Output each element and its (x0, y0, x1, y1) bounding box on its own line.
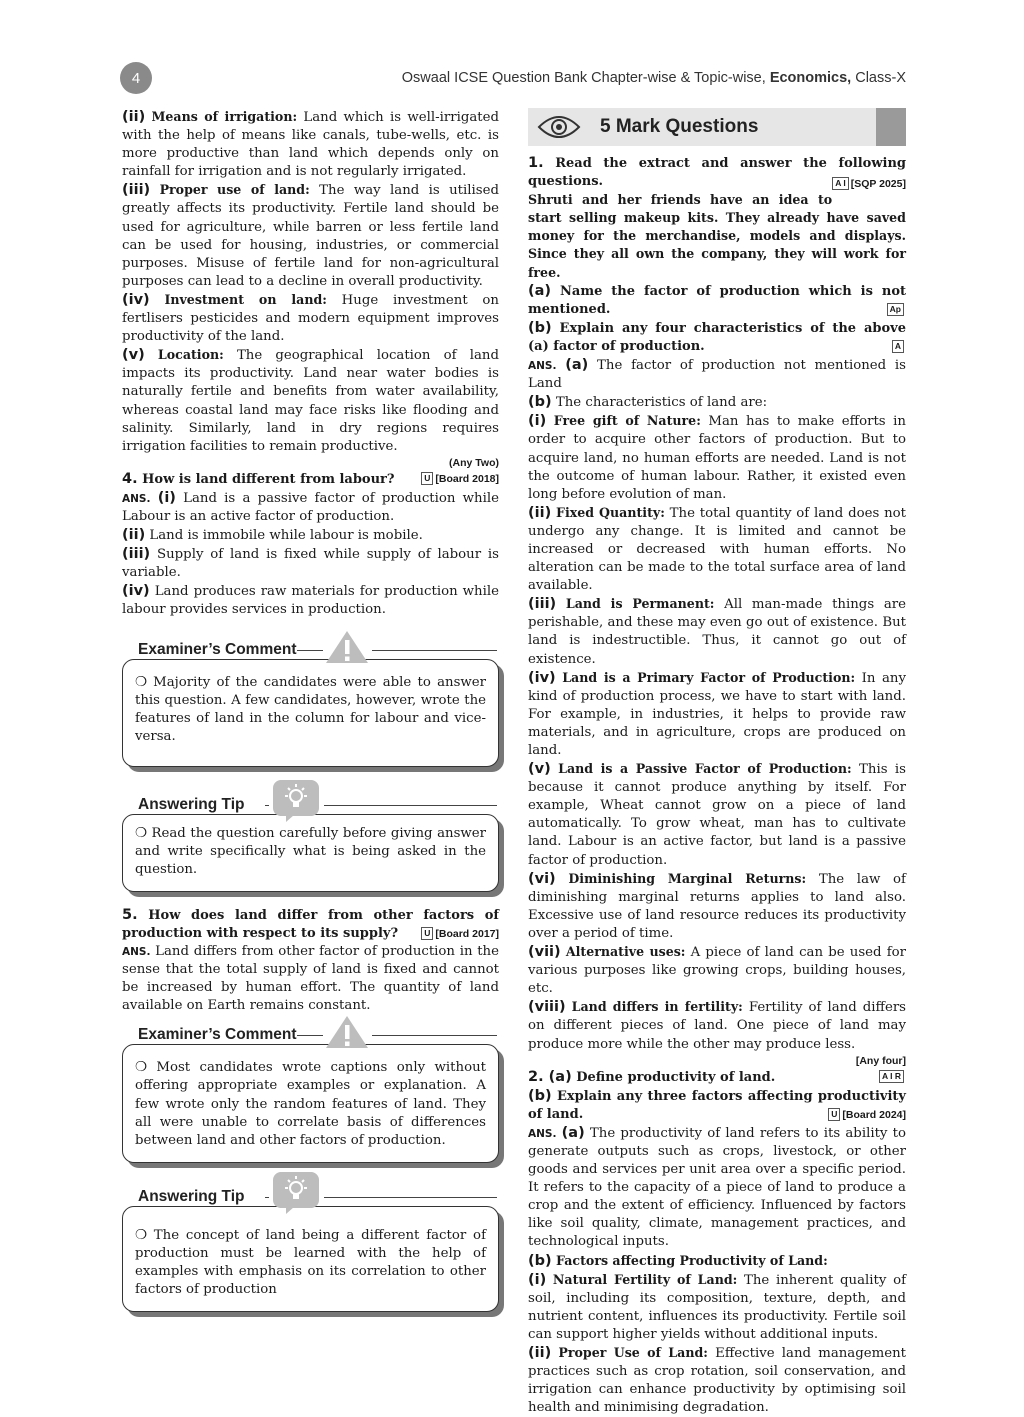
tip-body: ❍ Read the question carefully before giving answer and write specifically what is being asked in the question. (122, 814, 499, 892)
answer-2a: ANS. (a) The productivity of land refers to its ability to generate outputs such as crops, livestock, or other goods and services per unit area over a specific period. It refers to the capacity of a piece of land to produce a crop and the extent of efficiency. Influenced by factors like soil quality, climate, management practices, and technological inputs. (528, 1124, 906, 1250)
answer-4-i: ANS. (i) Land is a passive factor of production while Labour is an active factor of production. (122, 489, 499, 524)
answer-2b: (b) Factors affecting Productivity of Land: (528, 1252, 828, 1269)
any-four-note: [Any four] (855, 1054, 906, 1067)
question-2a: 2. (a) Define productivity of land. A I R (528, 1068, 906, 1087)
right-column (528, 108, 906, 1417)
answering-tip-box (122, 1185, 499, 1312)
skill-tag: A I R (879, 1068, 906, 1086)
characteristic-vi: (vi) Diminishing Marginal Returns: The law of diminishing marginal returns applies to land also. Excessive use of land resource reduces its productivity over a period of time. (528, 870, 906, 941)
paragraph-ii: (ii) Means of irrigation: Land which is well-irrigated with the help of means like canals, tube-wells, etc. is more productive than land which depends only on rainfall for irrigation and is not regularly irrigated. (122, 109, 499, 180)
paragraph-v: (v) Location: The geographical location of land impacts its productivity. Land near water bodies is naturally fertile and benefits from water availability, whereas coastal land may face risks like flooding and salinity. Similarly, land in dry regions requires irrigation facilities to remain productive. (122, 347, 499, 454)
board-tag: U [Board 2018] (421, 470, 499, 488)
factor-i: (i) Natural Fertility of Land: The inherent quality of soil, including its composition, texture, depth, and nutrient content, influences its productivity. Fertile soil can support higher yields without additional inputs. (528, 1271, 906, 1342)
paragraph-iii: (iii) Proper use of land: The way land is utilised greatly affects its productivity. Fertile land should be used for agriculture, while barren or less fertile land can be used for housing, industries, or commercial purposes. Misuse of fertile land for non-agricultural purposes can lead to a decline in overall productivity. (122, 182, 499, 289)
question-1: 1. Read the extract and answer the following questions. A I [SQP 2025] (528, 154, 906, 191)
question-1a: (a) Name the factor of production which is not mentioned. Ap (528, 282, 906, 319)
skill-tag: Ap (887, 301, 906, 319)
examiners-comment-box (122, 638, 499, 767)
box-title: Examiner’s Comment (138, 640, 297, 658)
section-title: 5 Mark Questions (600, 115, 759, 137)
answer-4-iv: (iv) Land produces raw materials for production while labour provides services in production. (122, 583, 499, 618)
box-title: Answering Tip (138, 795, 245, 813)
answer-1b: (b) The characteristics of land are: (528, 394, 768, 411)
answer-4-iii: (iii) Supply of land is fixed while supply of labour is variable. (122, 546, 499, 581)
comment-body: ❍ Most candidates wrote captions only without offering appropriate examples or explanation. A few wrote only the random features of land. They all were unable to correlate basis of differences between land and other factors of production. (122, 1044, 499, 1162)
characteristic-i: (i) Free gift of Nature: Man has to make efforts in order to acquire other factors of production. But to acquire land, no human efforts are needed. Land is not the outcome of human labour. Rather, it existed even long before evolution of man. (528, 413, 906, 502)
characteristic-v: (v) Land is a Passive Factor of Production: This is because it cannot produce anything by itself. For example, Wheat cannot grow on a piece of land automatically. To grow wheat, man has to cultivate land. Labour is an active factor, but land is a passive factor of production. (528, 761, 906, 868)
box-title: Examiner’s Comment (138, 1026, 297, 1044)
board-tag: U [Board 2024] (828, 1106, 906, 1124)
characteristic-vii: (vii) Alternative uses: A piece of land can be used for various purposes like growing crops, building houses, etc. (528, 944, 906, 997)
section-accent (876, 108, 906, 146)
sqp-tag: A I [SQP 2025] (832, 175, 906, 193)
box-title: Answering Tip (138, 1187, 245, 1205)
answering-tip-box (122, 793, 499, 892)
paragraph-iv: (iv) Investment on land: Huge investment on fertlisers pesticides and modern equipment improves productivity of the land. (122, 291, 500, 345)
board-tag: U [Board 2017] (421, 925, 499, 943)
eye-icon (528, 108, 590, 146)
skill-tag: A (892, 338, 906, 356)
factor-ii: (ii) Proper Use of Land: Effective land management practices such as crop rotation, soil conservation, and irrigation can enhance productivity by optimising soil health and minimising degradation. (528, 1345, 906, 1416)
characteristic-iii: (iii) Land is Permanent: All man-made things are perishable, and these may even go out of existence. But land is indestructible. Thus, it cannot go out of existence. (528, 596, 906, 667)
section-header (528, 108, 906, 146)
examiners-comment-box (122, 1023, 499, 1162)
extract: Shruti and her friends have an idea to start selling makeup kits. They already have saved money for the merchandise, models and displays. Since they all own the company, they will work for free. (528, 192, 906, 280)
question-1b: (b) Explain any four characteristics of the above (a) factor of production. A (528, 319, 906, 356)
question-2b: (b) Explain any three factors affecting productivity of land. U [Board 2024] (528, 1087, 906, 1124)
comment-body: ❍ Majority of the candidates were able to answer this question. A few candidates, however, wrote the features of land in the column for labour and vice-versa. (122, 659, 499, 767)
answer-1a: ANS. (a) The factor of production not mentioned is Land (528, 357, 906, 392)
question-4: 4. How is land different from labour? U [Board 2018] (122, 470, 499, 487)
running-header: Oswaal ICSE Question Bank Chapter-wise & Topic-wise, Economics, Class-X (401, 70, 906, 86)
question-5: 5. How does land differ from other factors of production with respect to its supply? U [Board 2017] (122, 906, 499, 943)
tip-body: ❍ The concept of land being a different factor of production must be learned with the help of examples with emphasis on its correlation to other factors of production (122, 1206, 499, 1312)
characteristic-ii: (ii) Fixed Quantity: The total quantity of land does not undergo any change. It is limited and cannot be increased or decreased with human efforts. No alteration can be made to the total surface area of land available. (528, 504, 906, 594)
characteristic-iv: (iv) Land is a Primary Factor of Production: In any kind of production process, we have to start with land. For example, in industries, it helps to provide raw materials, and in agriculture, crops are produced on land. (528, 669, 906, 758)
characteristic-viii: (viii) Land differs in fertility: Fertility of land differs on different pieces of land. One piece of land may produce more while the other may produce less. (528, 999, 906, 1052)
left-column (122, 108, 499, 1312)
any-two-note: (Any Two) (449, 456, 499, 469)
page-number: 4 (120, 62, 152, 94)
answer-5: ANS. Land differs from other factor of production in the sense that the total supply of land is fixed and cannot be increased by human effort. The quantity of land available on Earth remains constant. (122, 944, 499, 1014)
answer-4-ii: (ii) Land is immobile while labour is mobile. (122, 527, 423, 544)
